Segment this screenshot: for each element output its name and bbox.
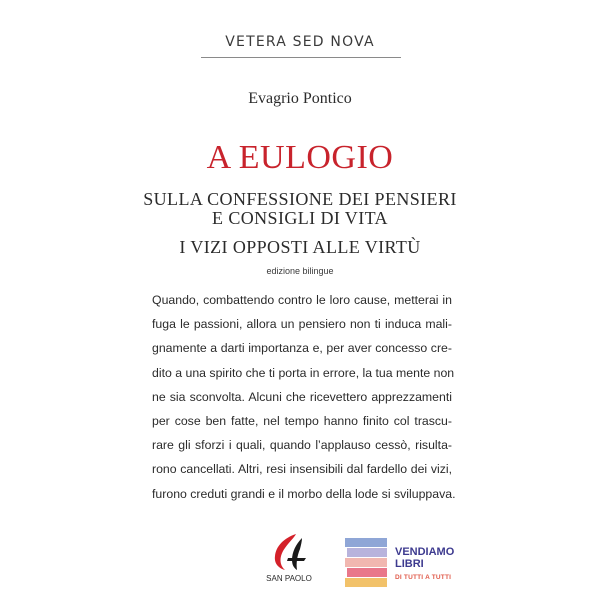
publisher-logo (252, 532, 326, 592)
series-divider (201, 57, 401, 58)
publisher-name: SAN PAOLO (266, 574, 312, 583)
badge-tagline: DI TUTTI A TUTTI (395, 574, 452, 581)
excerpt-line: rono cancellati. Altri, resi insensibili dal fardello dei vizi, (152, 462, 452, 477)
excerpt-line: dito a una spirito che ti porta in errore, la tua mente non (152, 365, 455, 380)
stacked-books-icon (343, 534, 391, 590)
excerpt-line: Quando, combattendo contro le loro cause, metterai in (152, 293, 452, 307)
subtitle-line-2: E CONSIGLI DI VITA (212, 208, 388, 228)
vendiamo-libri-badge (343, 532, 463, 592)
badge-line-1: VENDIAMO (395, 546, 455, 558)
edition-note: edizione bilingue (266, 266, 334, 276)
author-name: Evagrio Pontico (248, 90, 352, 107)
excerpt-line: gnamente a darti importanza e, per aver concesso cre- (152, 341, 452, 356)
subtitle-line-3: I VIZI OPPOSTI ALLE VIRTÙ (179, 237, 421, 257)
badge-title (395, 546, 454, 570)
excerpt-line: fuga le passioni, allora un pensiero non ti induca mali- (152, 317, 452, 332)
series-name: VETERA SED NOVA (225, 34, 375, 50)
excerpt-paragraph (152, 288, 456, 506)
excerpt-line: ne sia sconvolta. Alcuni che ricevettero apprezzamenti (152, 389, 452, 404)
excerpt-line: furono creduti grandi e il morbo della lode si sviluppava. (152, 486, 456, 501)
book-title: A EULOGIO (206, 139, 394, 176)
san-paolo-logo-icon (266, 532, 310, 572)
excerpt-line: rare gli sforzi i quali, quando l’applauso cessò, risulta- (152, 438, 452, 453)
badge-line-2: LIBRI (395, 558, 424, 570)
excerpt-line: per cose ben fatte, nel tempo hanno finito col trascu- (152, 413, 452, 428)
subtitle-line-1: SULLA CONFESSIONE DEI PENSIERI (143, 189, 457, 209)
